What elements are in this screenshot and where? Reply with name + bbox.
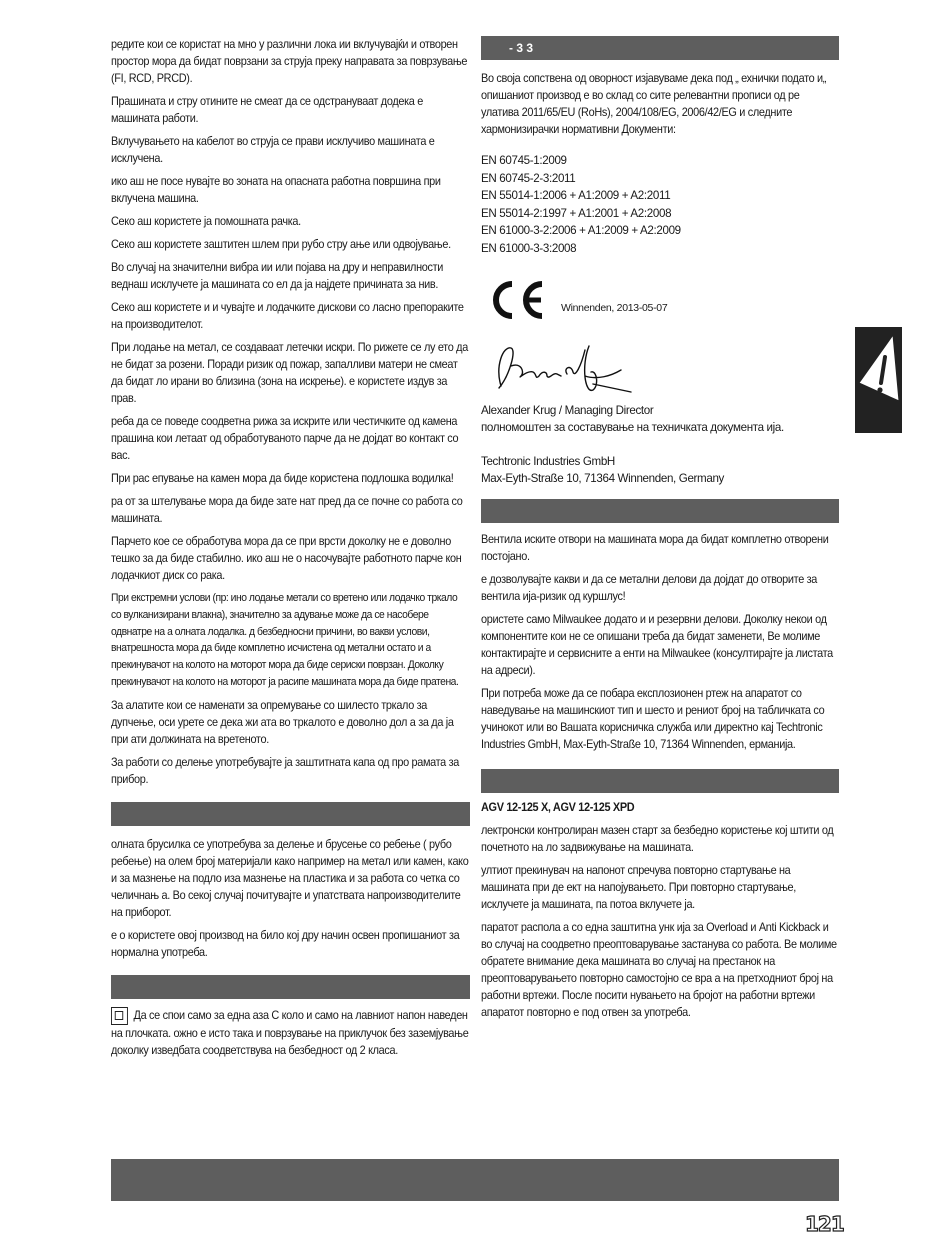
use-paragraph: е о користете овој производ на било кој дру начин освен пропишаниот за нормална употреба. bbox=[111, 928, 460, 959]
norm-item: EN 61000-3-2:2006 + A1:2009 + A2:2009 bbox=[481, 224, 681, 238]
left-column bbox=[111, 36, 470, 1065]
safety-paragraph: При рас епување на камен мора да биде користена подлошка водилка! bbox=[111, 472, 454, 485]
use-paragraph: олната брусилка се употребува за делење и брусење со ребење ( рубо ребење) на олем број материјали како например на метал или камен, како и за мазнење на подло иза мазнење на пластика и за работа со четка со челичнањ а. Во секој случај почитувајте и упатствата напроизводителите на приборот. bbox=[111, 837, 469, 919]
feature-paragraph: паратот распола а со една заштитна унк ија за Overload и Anti Kickback и во случај на соодветно преоптоварување застанува со работа. Ве молиме обратете внимание дека машината во случај на престанок на преоптоварувањето повторно самостојно се вра а на претходниот број на работни вртежи. После посити нувањето на бројот на работни вртежи апаратот повторно е под отвен за употреба. bbox=[481, 920, 837, 1019]
page-number: 121 bbox=[805, 1212, 844, 1236]
safety-paragraph: Парчето кое се обработува мора да се при врсти доколку не е доволно тешко за да биде стабилно. ико аш не о насочувајте работното парче кон лодачкиот диск со рака. bbox=[111, 535, 462, 582]
model-names: AGV 12-125 X, AGV 12-125 XPD bbox=[481, 800, 635, 814]
handwritten-signature bbox=[481, 336, 641, 402]
maintenance-paragraph: Вентила иските отвори на машината мора да бидат комплетно отворени постојано. bbox=[481, 532, 829, 563]
signature bbox=[481, 336, 839, 402]
warning-triangle-icon bbox=[855, 327, 902, 407]
norm-item: EN 61000-3-3:2008 bbox=[481, 241, 577, 255]
safety-paragraph: Во случај на значителни вибра ии или појава на дру и неправилности веднаш исклучете ја машината со ел да ја најдете причината за нив. bbox=[111, 261, 444, 291]
safety-paragraph: реба да се поведе соодветна рижа за искрите или честичките од камена прашина кои летаат од обработуваното парче да не дојдат во контакт со вас. bbox=[111, 415, 459, 462]
safety-paragraph: Секо аш користете и и чувајте и лодачките дискови со ласно препораките на производителот. bbox=[111, 301, 464, 331]
safety-paragraph: За работи со делење употребувајте ја заштитната капа од про рамата за прибор. bbox=[111, 755, 460, 786]
ce-mark-icon bbox=[487, 278, 547, 322]
safety-paragraph: Прашината и стру отините не смеат да се одстрануваат додека е машината работи. bbox=[111, 95, 423, 125]
norm-item: EN 55014-1:2006 + A1:2009 + A2:2011 bbox=[481, 189, 671, 203]
company-address: Max-Eyth-Straße 10, 71364 Winnenden, Germany bbox=[481, 471, 725, 485]
safety-paragraph: За алатите кои се наменати за опремување со шилесто тркало за дупчење, оси урете се дека жи ата во тркалото е доволно дол а за да ја при ати должината на вретеното. bbox=[111, 698, 454, 746]
norm-item: EN 60745-2-3:2011 bbox=[481, 171, 576, 185]
norm-item: EN 60745-1:2009 bbox=[481, 154, 567, 167]
signer-name: Alexander Krug / Managing Director bbox=[481, 403, 654, 417]
section-bar-intended-use bbox=[111, 802, 470, 826]
safety-paragraph: При лодање на метал, се создаваат летечки искри. По рижете се лу ето да не бидат за розени. Поради ризик од пожар, запалливи матери не смеат да бидат ло ирани во близина (зона на искрење). е користете издув за прав. bbox=[111, 341, 468, 405]
section-bar-electrical bbox=[111, 975, 470, 999]
section-bar-maintenance bbox=[481, 499, 839, 523]
place-date: Winnenden, 2013-05-07 bbox=[561, 301, 668, 314]
safety-paragraph: редите кои се користат на мно у различни лока ии вклучувајќи и отворен простор мора да бидат поврзани за струја преку направата за поврзување (FI, RCD, PRCD). bbox=[111, 38, 468, 85]
feature-paragraph: лектронски контролиран мазен старт за безбедно користење кој штити од почетното на ло задвижување на машината. bbox=[481, 823, 834, 854]
signer-role: полномоштен за составување на техничката документа ија. bbox=[481, 420, 784, 434]
section-bar-features bbox=[481, 769, 839, 793]
norms-list bbox=[481, 152, 839, 258]
feature-paragraph: ултиот прекинувач на напонот спречува повторно стартување на машината при де ект на напојувањето. При повторно стартување, исклучете ја машината, па потоа вклучете ја. bbox=[481, 863, 796, 911]
signer-block bbox=[481, 402, 839, 487]
maintenance-paragraph: е дозволувајте какви и да се метални делови да дојдат до отворите за вентила ија-ризик од куршлус! bbox=[481, 572, 818, 603]
ce-row bbox=[481, 278, 839, 330]
bottom-bar bbox=[111, 1159, 839, 1201]
safety-paragraph: ра от за штелување мора да биде зате нат пред да се почне со работа со машината. bbox=[111, 495, 463, 525]
safety-paragraph: ико аш не посе нувајте во зоната на опасната работна површина при вклучена машина. bbox=[111, 175, 441, 205]
extreme-conditions-paragraph: При екстремни услови (пр: ино лодање метали со вретено или лодачко тркало со вулканизирани влакна), значително за адување може да се насобере одвнатре на а олната лодалка. д безбедносни причини, во вакви услови, внатрешноста мора да биде комплетно исчистена од метални остато и а прекинувачот на колото на моторот мора да биде сериски поврзан. Доколку прекинувачот на колото на моторот ја расипе машината мора да биде пратена. bbox=[111, 592, 459, 688]
safety-paragraph: Секо аш користете заштитен шлем при рубо стру ање или одвојување. bbox=[111, 238, 451, 251]
section-bar-declaration: - 3 3 bbox=[481, 36, 839, 60]
maintenance-paragraph: При потреба може да се побара експлозионен ртеж на апаратот со наведување на машинскиот тип и шесто и рениот број на табличката со учинокот или во Вашата корисничка служба или директно кај Techtronic Industries GmbH, Max-Eyth-Straße 10, 71364 Winnenden, ерманија. bbox=[481, 686, 825, 751]
electrical-paragraph: Да се спои само за една аза С коло и само на лавниот напон наведен на плочката. ожно е исто така и поврзување на приклучок без заземјување доколку изведбата соодветствува на безбедност од 2 класа. bbox=[111, 1007, 469, 1059]
safety-paragraph: Секо аш користете ја помошната рачка. bbox=[111, 215, 301, 228]
right-column bbox=[481, 36, 839, 1027]
company-name: Techtronic Industries GmbH bbox=[481, 454, 615, 468]
declaration-paragraph: Во своја сопствена од оворност изјавуваме дека под „ ехнички подато и„ опишаниот производ е во склад со сите релевантни прописи од ре улатива 2011/65/EU (RoHs), 2004/108/EG, 2006/42/EG и следните хармонизирачки нормативни Документи: bbox=[481, 72, 827, 136]
norm-item: EN 55014-2:1997 + A1:2001 + A2:2008 bbox=[481, 206, 672, 220]
maintenance-paragraph: ористете само Milwaukee додато и и резервни делови. Доколку некои од компонентите кои не се опишани треба да бидат заменети, Ве молиме контактирајте и сервисните а енти на Milwaukee (консултирајте ја листата на адреси). bbox=[481, 612, 833, 677]
safety-paragraph: Вклучувањето на кабелот во струја се прави исклучиво машината е исклучена. bbox=[111, 135, 435, 165]
double-insulation-icon bbox=[111, 1007, 128, 1025]
side-tab bbox=[855, 327, 902, 433]
